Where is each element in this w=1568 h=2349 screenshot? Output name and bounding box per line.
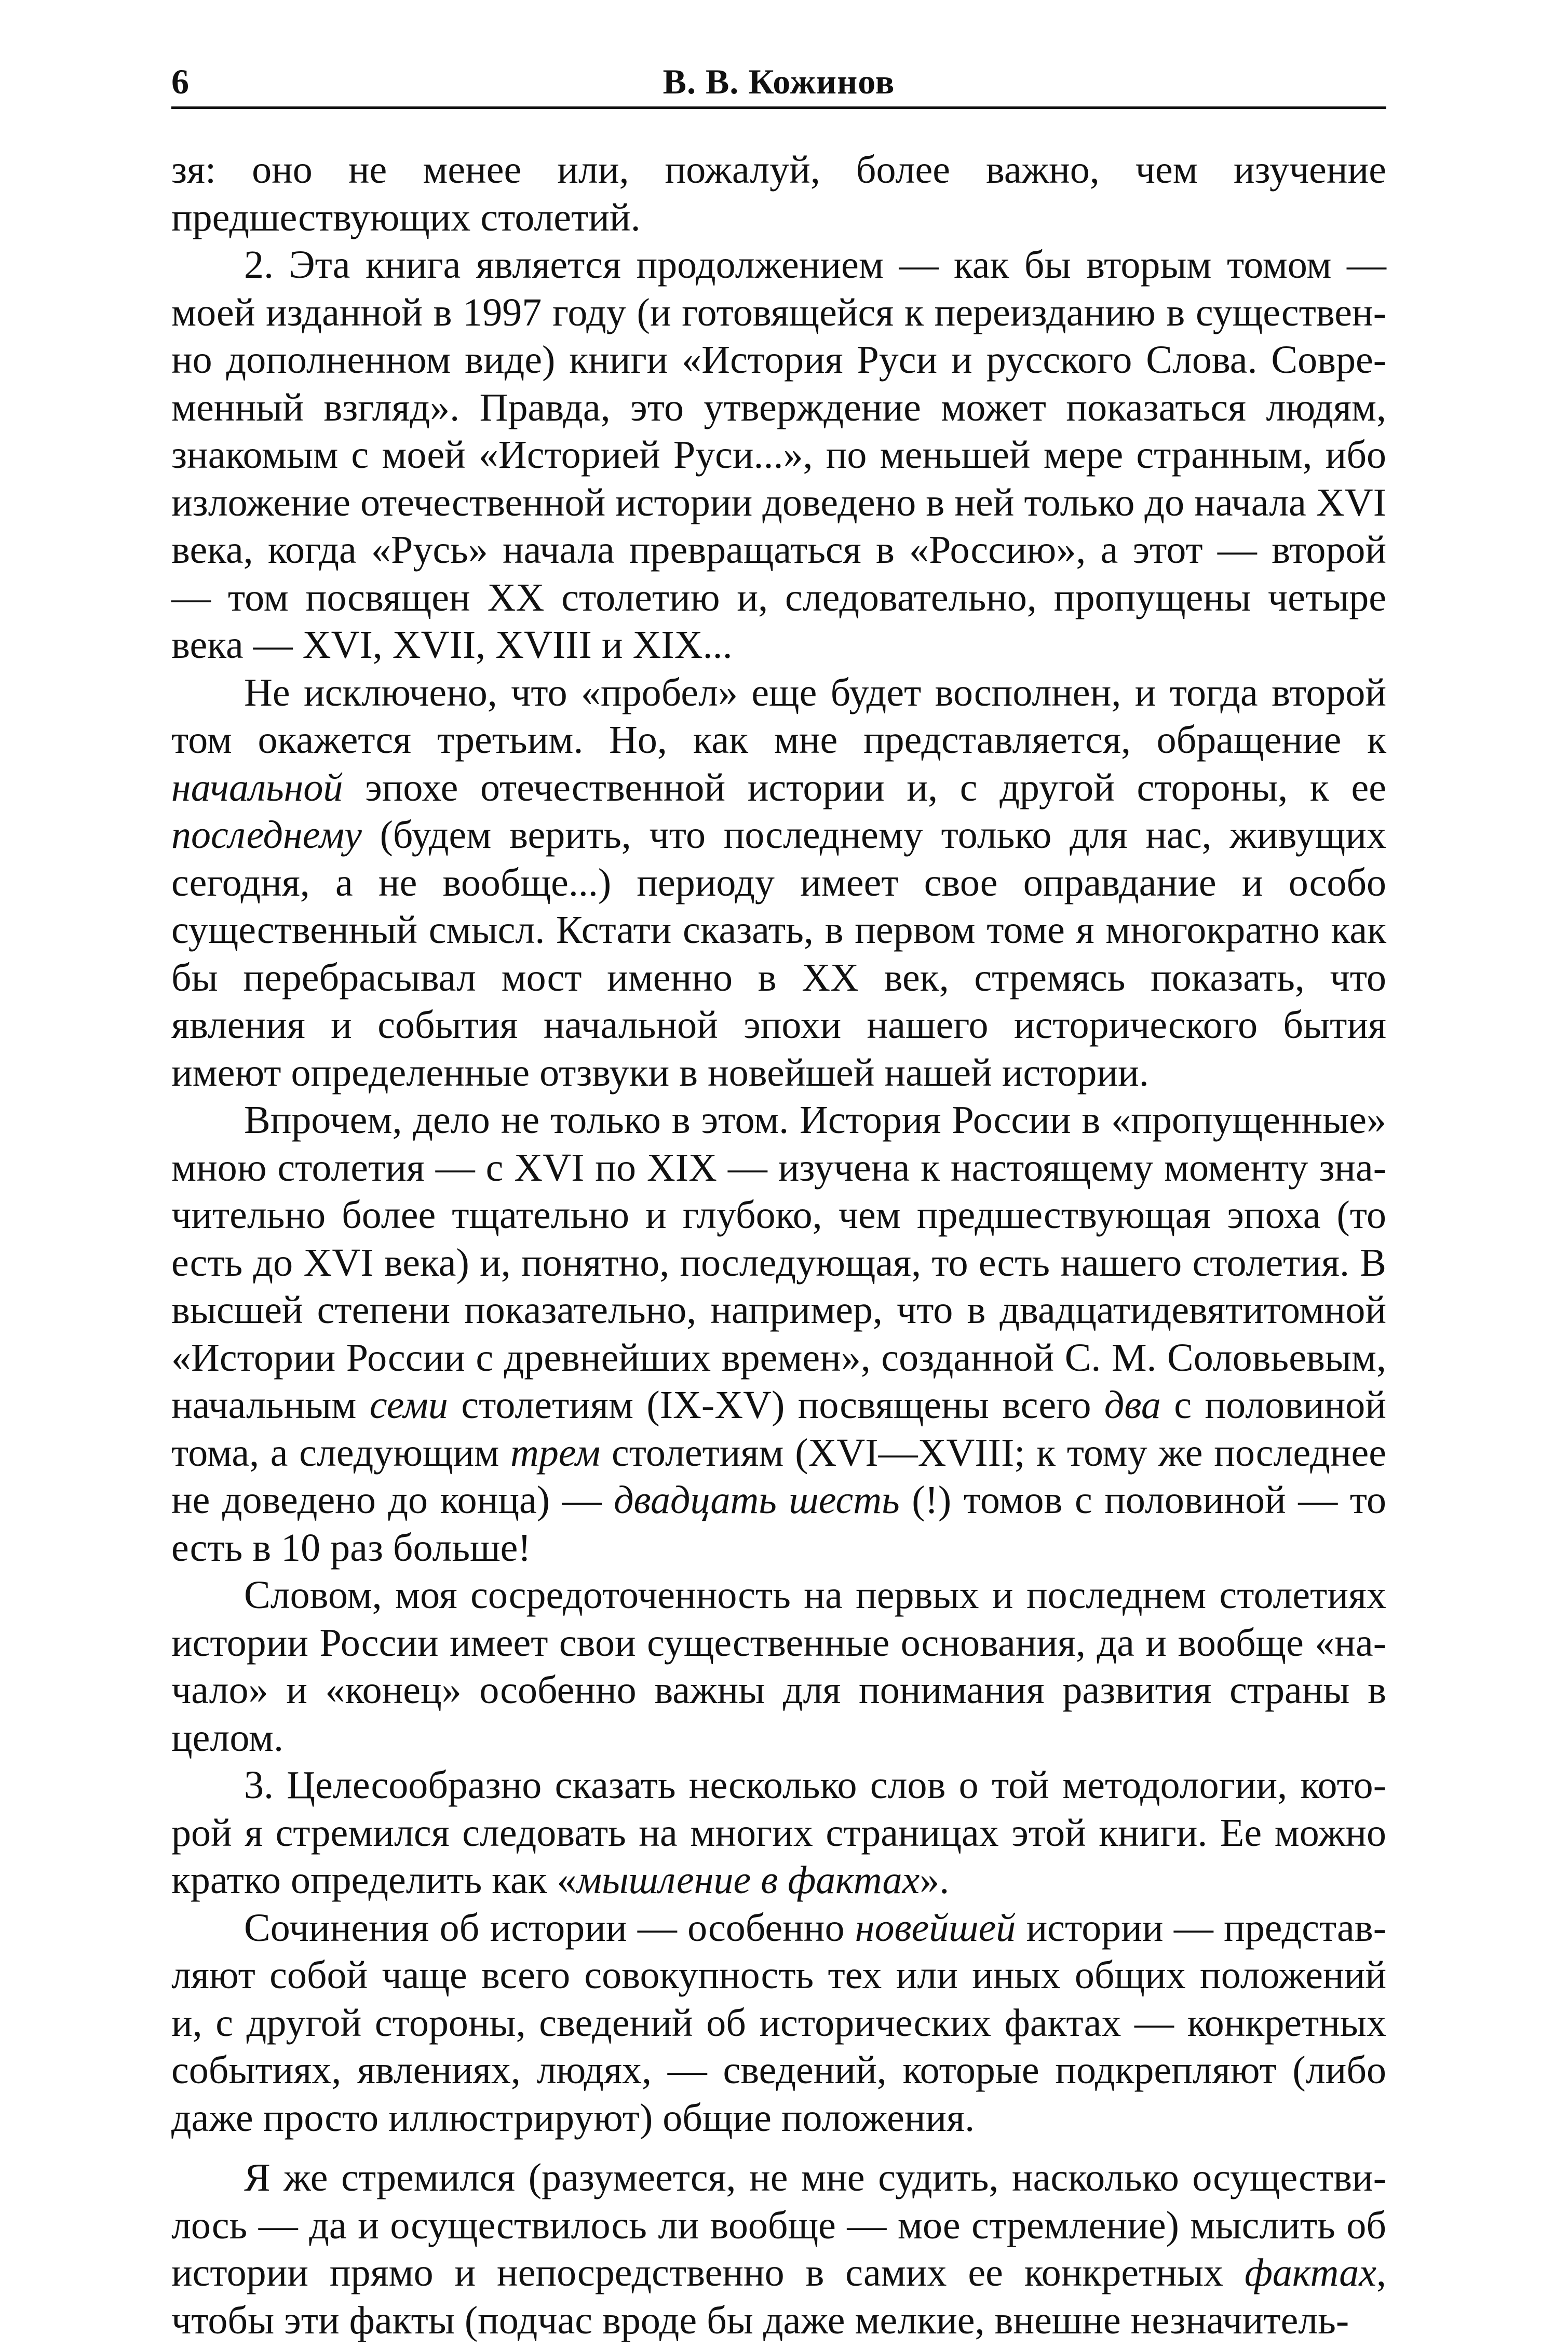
paragraph <box>171 2154 1386 2344</box>
text-run: Не исключено, что «пробел» еще будет восполнен, и тогда второй том окажется третьим. Но, как мне представляется, обращение к <box>171 670 1386 762</box>
running-title: В. В. Кожинов <box>663 62 895 101</box>
paragraph <box>171 1905 1386 2142</box>
paragraph <box>171 1762 1386 1905</box>
italic-emphasis: фактах <box>1244 2251 1376 2294</box>
text-run: Впрочем, дело не только в этом. История России в «пропущенные» мною столетия — с XVI по XIX — изучена к настоящему моменту значительно более тщательно и глубоко, чем предшествующая эпоха (то есть до XVI века) и, понятно, последующая, то есть нашего столетия. В высшей степени показательно, например, что в двадцатидевятитомной «Истории России с древнейших времен», созданной С. М. Соловьевым, начальным <box>171 1098 1386 1427</box>
text-run: ». <box>920 1858 950 1902</box>
text-run: (!) томов с половиной — то есть в 10 раз больше! <box>171 1478 1386 1570</box>
text-run: Сочинения об истории — особенно <box>244 1906 855 1950</box>
paragraph <box>171 669 1386 1097</box>
italic-emphasis: мышление в фактах <box>576 1858 920 1902</box>
page-number: 6 <box>171 62 189 101</box>
text-run: Я же стремился (разумеется, не мне судить, насколько осуществилось — да и осуществилось ли вообще — мое стремление) мыслить об истории прямо и непосредственно в самих ее конкретных <box>171 2156 1386 2294</box>
paragraph <box>171 1097 1386 1572</box>
text-run: , чтобы эти факты (подчас вроде бы даже мелкие, внешне незначитель- <box>171 2251 1386 2342</box>
text-run: с половиной тома, а следующим <box>171 1383 1386 1475</box>
italic-emphasis: трем <box>510 1430 601 1475</box>
page-header <box>171 57 1386 109</box>
text-run: зя: оно не менее или, пожалуй, более важно, чем изучение предшествующих столетий. <box>171 148 1386 239</box>
paragraph <box>171 146 1386 241</box>
book-page <box>171 57 1386 2344</box>
text-run: 3. Целесообразно сказать несколько слов о той методологии, которой я стремился следовать на многих страницах этой книги. Ее можно кратко определить как « <box>171 1763 1386 1902</box>
text-run: столетиям (XVI—XVIII; к тому же последнее не доведено до конца) — <box>171 1430 1386 1522</box>
text-run: столетиям (IX-XV) посвящены всего <box>448 1383 1104 1427</box>
body-text <box>171 146 1386 2344</box>
text-run: (будем верить, что последнему только для нас, живущих сегодня, а не вообще...) периоду имеет свое оправдание и особо существенный смысл. Кстати сказать, в первом томе я многократно как бы перебрасывал мост именно в XX век, стремясь показать, что явления и события начальной эпохи нашего исторического бытия имеют определенные отзвуки в новейшей нашей истории. <box>171 813 1386 1095</box>
text-run: эпохе отечественной истории и, с другой стороны, к ее <box>343 765 1386 809</box>
text-run: 2. Эта книга является продолжением — как бы вторым томом — моей изданной в 1997 году (и готовящейся к переизданию в существенно дополненном виде) книги «История Руси и русского Слова. Современный взгляд». Правда, это утверждение может показаться людям, знакомым с моей «Историей Руси...», по меньшей мере странным, ибо изложение отечественной истории доведено в ней только до начала XVI века, когда «Русь» начала превращаться в «Россию», а этот — второй — том посвящен XX столетию и, следовательно, пропущены четыре века — XVI, XVII, XVIII и XIX... <box>171 243 1386 667</box>
text-run: истории — представляют собой чаще всего совокупность тех или иных общих положений и, с другой стороны, сведений об исторических фактах — конкретных событиях, явлениях, людях, — сведений, которые подкрепляют (либо даже просто иллюстрируют) общие положения. <box>171 1906 1386 2140</box>
italic-emphasis: семи <box>369 1383 448 1427</box>
italic-emphasis: два <box>1104 1383 1161 1427</box>
italic-emphasis: последнему <box>171 813 362 857</box>
italic-emphasis: начальной <box>171 765 343 809</box>
paragraph <box>171 241 1386 669</box>
paragraph <box>171 1572 1386 1762</box>
italic-emphasis: двадцать шесть <box>614 1478 900 1522</box>
italic-emphasis: новейшей <box>855 1906 1016 1950</box>
text-run: Словом, моя сосредоточенность на первых и последнем столетиях истории России имеет свои существенные основания, да и вообще «начало» и «конец» особенно важны для понимания развития страны в целом. <box>171 1573 1386 1760</box>
